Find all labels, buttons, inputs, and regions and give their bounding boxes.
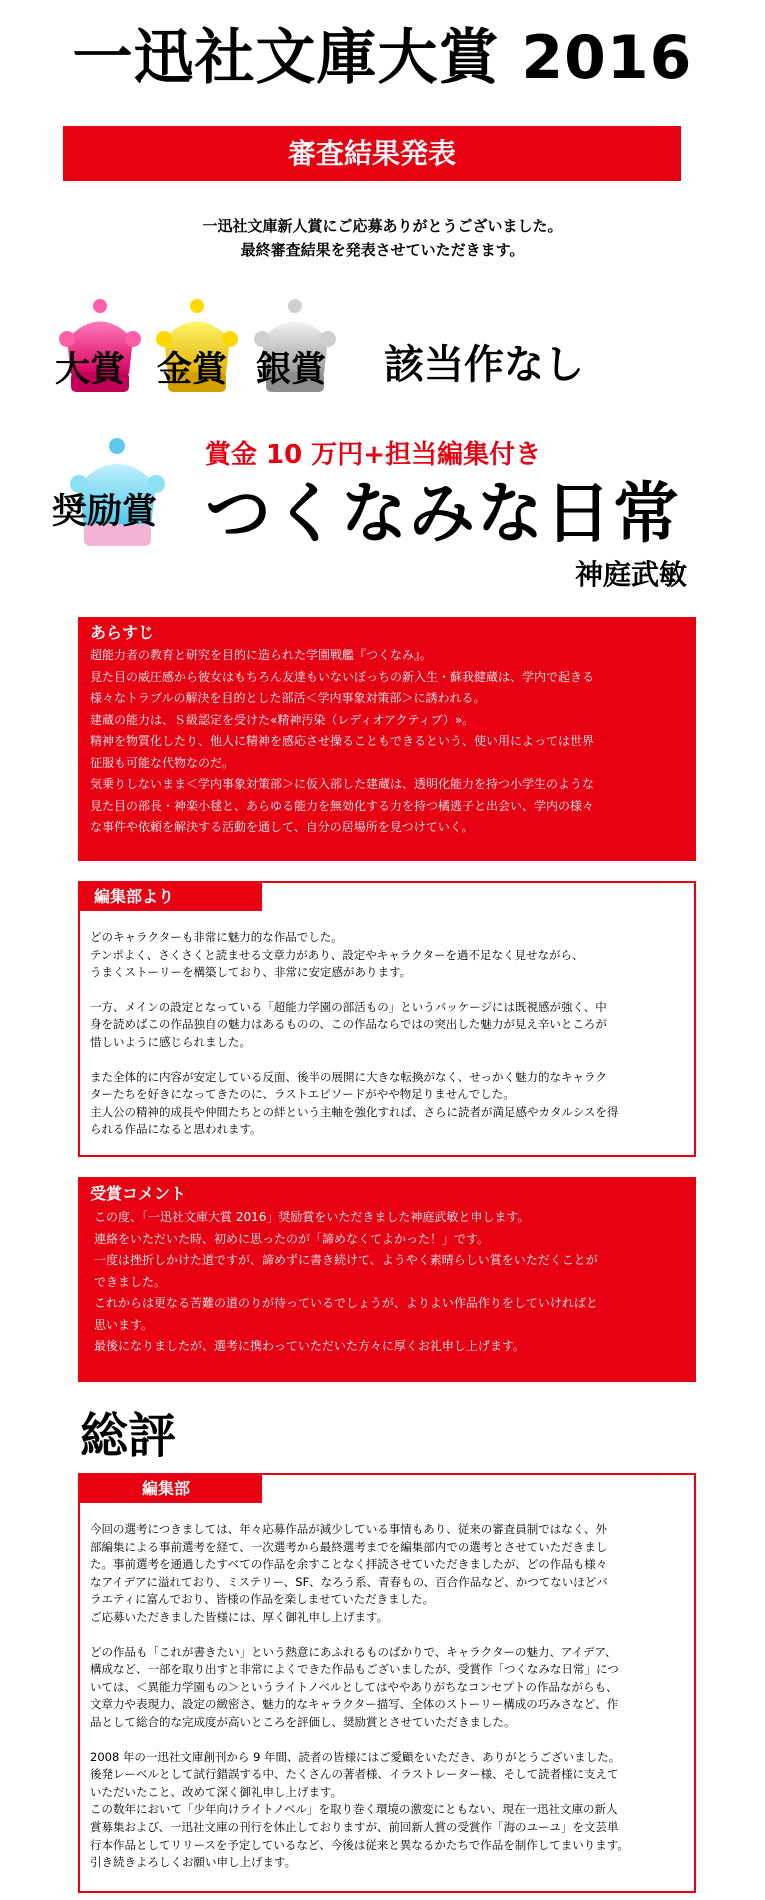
comment-line: これからは更なる苦難の道のりが待っているでしょうが、よりよい作品作りをしていければと: [94, 1296, 598, 1310]
review-line: 引き続きよろしくお願い申し上げます。: [90, 1855, 297, 1870]
intro-line: 一迅社文庫新人賞にご応募ありがとうございました。: [202, 217, 563, 235]
review-line: 品として総合的な完成度が高いところを評価し、奨励賞とさせていただきました。: [90, 1714, 516, 1729]
work-title: つくなみな日常: [205, 475, 681, 552]
no-winner-text: 該当作なし: [384, 342, 584, 388]
silver-prize-label: 銀賞: [256, 350, 327, 390]
review-line: 行本作品としてリリースを予定しているなど、今後は従来と異なるかたちで作品を制作してまいります。: [90, 1837, 629, 1852]
review-line: 構成など、一部を取り出すと非常によくできた作品もございましたが、受賞作「つくなみな日常」につ: [90, 1662, 619, 1677]
review-line: 部編集による事前選考を経て、一次選考から最終選考までを編集部内での選考とさせていただきまし: [90, 1539, 608, 1554]
editorial-line: テンポよく、さくさくと読ませる文章力があり、設定やキャラクターを過不足なく見せながら、: [90, 947, 584, 962]
editorial-line: うまくストーリーを構築しており、非常に安定感があります。: [90, 965, 412, 980]
synopsis-box: [78, 617, 696, 861]
review-line: いては、＜異能力学園もの＞というライトノベルとしてはややありがちなコンセプトの作品ながらも、: [90, 1679, 618, 1694]
review-line: なアイデアに溢れており、ミステリー、SF、なろう系、青春もの、百合作品など、かつてないほどバ: [90, 1574, 608, 1589]
editorial-box: [78, 881, 696, 1157]
editorial-line: 惜しいように感じられました。: [90, 1034, 251, 1049]
review-line: どの作品も「これが書きたい」という熱意にあふれるものばかりで、キャラクターの魅力、アイデア、: [90, 1644, 617, 1659]
synopsis-title: あらすじ: [90, 623, 155, 642]
editorial-line: 主人公の精神的成長や仲間たちとの絆という主軸を強化すれば、さらに読者が満足感やカタルシスを得: [90, 1104, 619, 1119]
synopsis-line: 建蔵の能力は、Ｓ級認定を受けた«精神汚染（レディオアクティブ）»。: [90, 712, 475, 727]
review-box: [78, 1473, 696, 1893]
comment-line: できました。: [94, 1274, 167, 1289]
synopsis-line: 超能力者の教育と研究を目的に造られた学園戦艦『つくなみ』。: [90, 648, 433, 662]
review-line: 文章力や表現力、設定の緻密さ、魅力的なキャラクター描写、全体のストーリー構成の巧みさなど、作: [90, 1697, 619, 1712]
synopsis-line: 見た目の部長・神楽小毬と、あらゆる能力を無効化する力を持つ橘逃子と出会い、学内の様々: [90, 798, 595, 813]
synopsis-line: 気乗りしないまま＜学内事象対策部＞に仮入部した建蔵は、透明化能力を持つ小学生のような: [90, 777, 595, 791]
synopsis-line: な事件や依頼を解決する活動を通して、自分の居場所を見つけていく。: [90, 820, 474, 834]
synopsis-line: 征服も可能な代物なのだ。: [90, 755, 235, 770]
comment-line: 最後になりましたが、選考に携わっていただいた方々に厚くお礼申し上げます。: [94, 1339, 525, 1353]
editorial-line: られる作品になると思われます。: [90, 1122, 262, 1137]
result-banner: 審査結果発表: [63, 126, 681, 181]
comment-line: この度、「一迅社文庫大賞 2016」奨励賞をいただきました神庭武敏と申します。: [94, 1210, 530, 1224]
author-name: 神庭武敏: [574, 558, 687, 591]
editorial-line: 一方、メインの設定となっている「超能力学園の部活もの」というパッケージには既視感が強く、中: [90, 999, 607, 1014]
review-line: 賞募集および、一迅社文庫の刊行を休止しておりますが、前回新人賞の受賞作「海のユーユ」を文芸単: [90, 1819, 619, 1834]
synopsis-line: 見た目の威圧感から彼女はもちろん友達もいないぼっちの新入生・蘇我健蔵は、学内で起きる: [90, 669, 595, 684]
synopsis-line: 様々なトラブルの解決を目的とした部活＜学内事象対策部＞に誘われる。: [90, 691, 486, 705]
gold-prize-label: 金賞: [157, 350, 228, 390]
review-line: 2008 年の一迅社文庫創刊から 9 年間、読者の皆様にはご愛顧をいただき、ありがとうございました。: [90, 1749, 621, 1764]
encouragement-prize-label: 奨励賞: [52, 492, 158, 532]
review-line: 今回の選考につきましては、年々応募作品が減少している事情もあり、従来の審査員制ではなく、外: [90, 1522, 608, 1536]
editorial-line: また全体的に内容が安定している反面、後半の展開に大きな転換がなく、せっかく魅力的なキャラク: [90, 1069, 608, 1084]
winner-comment-box: [78, 1177, 696, 1382]
review-line: た。事前選考を通過したすべての作品を余すことなく拝読させていただきましたが、どの作品も様々: [90, 1557, 608, 1572]
editorial-line: どのキャラクターも非常に魅力的な作品でした。: [90, 930, 343, 944]
prize-note: 賞金 10 万円+担当編集付き: [205, 440, 542, 470]
winner-comment-title: 受賞コメント: [90, 1184, 187, 1203]
review-line: ラエティに富んでおり、皆様の作品を楽しませていただきました。: [90, 1592, 435, 1607]
comment-line: 連絡をいただいた時、初めに思ったのが「諦めなくてよかった！」です。: [94, 1231, 490, 1246]
synopsis-line: 精神を物質化したり、他人に精神を感応させ操ることもできるという、使い用によっては世界: [90, 734, 595, 748]
review-heading: 総評: [80, 1408, 177, 1464]
review-line: 後発レーベルとして試行錯誤する中、たくさんの著者様、イラストレーター様、そして読者様に支えて: [90, 1767, 619, 1782]
grand-prize-label: 大賞: [55, 350, 126, 390]
comment-line: 一度は挫折しかけた道ですが、諦めずに書き続けて、ようやく素晴らしい賞をいただくことが: [94, 1253, 598, 1267]
page-title: 一迅社文庫大賞 2016: [72, 23, 693, 93]
review-line: ご応募いただきました皆様には、厚く御礼申し上げます。: [90, 1609, 389, 1624]
editorial-line: 身を読めばこの作品独自の魅力はあるものの、この作品ならではの突出した魅力が見え辛いところが: [90, 1017, 607, 1032]
intro-text: [0, 214, 765, 262]
intro-line: 最終審査結果を発表させていただきます。: [240, 241, 525, 259]
review-line: いただいたこと、改めて深く御礼申し上げます。: [90, 1784, 343, 1799]
review-tab: 編集部: [80, 1475, 262, 1503]
editorial-tab: 編集部より: [80, 883, 262, 911]
review-line: この数年において「少年向けライトノベル」を取り巻く環境の激変にともない、現在一迅社文庫の新人: [90, 1802, 618, 1817]
comment-line: 思います。: [94, 1317, 154, 1332]
editorial-line: ターたちを好きになってきたのに、ラストエピソードがやや物足りませんでした。: [90, 1087, 515, 1102]
